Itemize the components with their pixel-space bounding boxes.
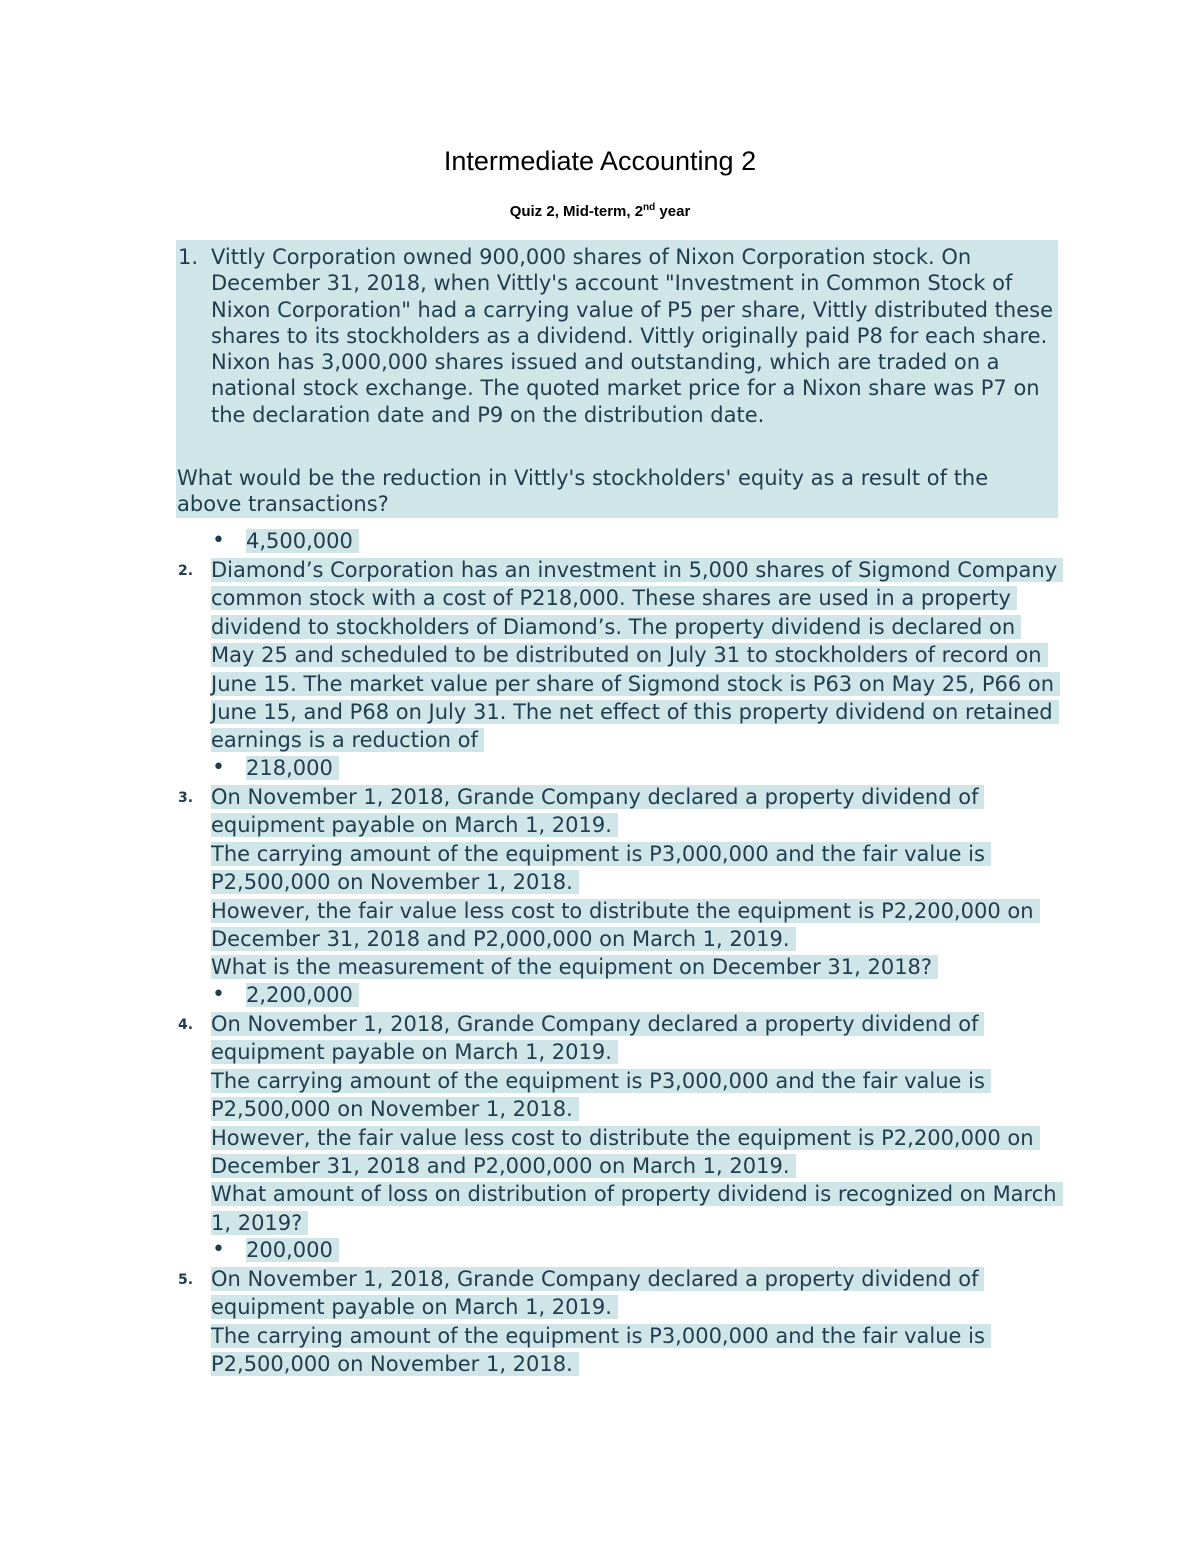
answer-3 <box>246 982 359 1008</box>
answer-2-text: 218,000 <box>246 756 339 780</box>
question-4-line: However, the fair value less cost to distribute the equipment is P2,200,000 on December 31, 2018 and P2,000,000 on March 1, 2019. <box>211 1124 1061 1181</box>
bullet-icon: • <box>212 528 225 553</box>
question-5-text <box>211 1265 1061 1379</box>
question-4-text <box>211 1010 1061 1237</box>
question-1-text: Vittly Corporation owned 900,000 shares of Nixon Corporation stock. On December 31, 2018, when Vittly's account "Investment in Common Stock of Nixon Corporation" had a carrying value of P5 per share, Vittly distributed these shares to its stockholders as a dividend. Vittly originally paid P8 for each share. Nixon has 3,000,000 shares issued and outstanding, which are traded on a national stock exchange. The quoted market price for a Nixon share was P7 on the declaration date and P9 on the distribution date. <box>211 245 1054 427</box>
question-4-line: What amount of loss on distribution of property dividend is recognized on March 1, 2019? <box>211 1180 1061 1237</box>
answer-1 <box>246 528 359 554</box>
answer-3-text: 2,200,000 <box>246 983 359 1007</box>
bullet-icon: • <box>212 755 225 780</box>
question-2-text <box>211 556 1061 755</box>
question-5-line: The carrying amount of the equipment is P3,000,000 and the fair value is P2,500,000 on November 1, 2018. <box>211 1322 1061 1379</box>
question-1-prompt: What would be the reduction in Vittly's stockholders' equity as a result of the above transactions? <box>177 466 989 517</box>
page-subtitle <box>0 201 1200 223</box>
question-3-line: The carrying amount of the equipment is P3,000,000 and the fair value is P2,500,000 on November 1, 2018. <box>211 840 1061 897</box>
question-3-number: 3. <box>178 790 194 806</box>
subtitle-end: year <box>655 203 691 220</box>
question-3-line: On November 1, 2018, Grande Company declared a property dividend of equipment payable on March 1, 2019. <box>211 783 1061 840</box>
answer-1-text: 4,500,000 <box>246 529 359 553</box>
question-5-number: 5. <box>178 1272 194 1288</box>
question-3-text <box>211 783 1061 982</box>
subtitle-main: Quiz 2, Mid-term, 2 <box>509 203 644 220</box>
bullet-icon: • <box>212 982 225 1007</box>
question-2-body: Diamond’s Corporation has an investment in 5,000 shares of Sigmond Company common stock with a cost of P218,000. These shares are used in a property dividend to stockholders of Diamond’s. The property dividend is declared on May 25 and scheduled to be distributed on July 31 to stockholders of record on June 15. The market value per share of Sigmond stock is P63 on May 25, P66 on June 15, and P68 on July 31. The net effect of this property dividend on retained earnings is a reduction of <box>211 558 1063 752</box>
question-3-line: What is the measurement of the equipment on December 31, 2018? <box>211 953 1061 981</box>
subtitle-superscript: nd <box>643 202 656 213</box>
question-3-line: However, the fair value less cost to distribute the equipment is P2,200,000 on December 31, 2018 and P2,000,000 on March 1, 2019. <box>211 897 1061 954</box>
answer-4 <box>246 1237 339 1263</box>
question-1-number: 1. <box>178 245 199 269</box>
question-4-line: The carrying amount of the equipment is P3,000,000 and the fair value is P2,500,000 on November 1, 2018. <box>211 1067 1061 1124</box>
question-4-line: On November 1, 2018, Grande Company declared a property dividend of equipment payable on March 1, 2019. <box>211 1010 1061 1067</box>
bullet-icon: • <box>212 1237 225 1262</box>
question-5-line: On November 1, 2018, Grande Company declared a property dividend of equipment payable on March 1, 2019. <box>211 1265 1061 1322</box>
question-2-number: 2. <box>178 563 194 579</box>
answer-2 <box>246 755 339 781</box>
answer-4-text: 200,000 <box>246 1238 339 1262</box>
page-title: Intermediate Accounting 2 <box>443 146 757 176</box>
question-4-number: 4. <box>178 1017 194 1033</box>
